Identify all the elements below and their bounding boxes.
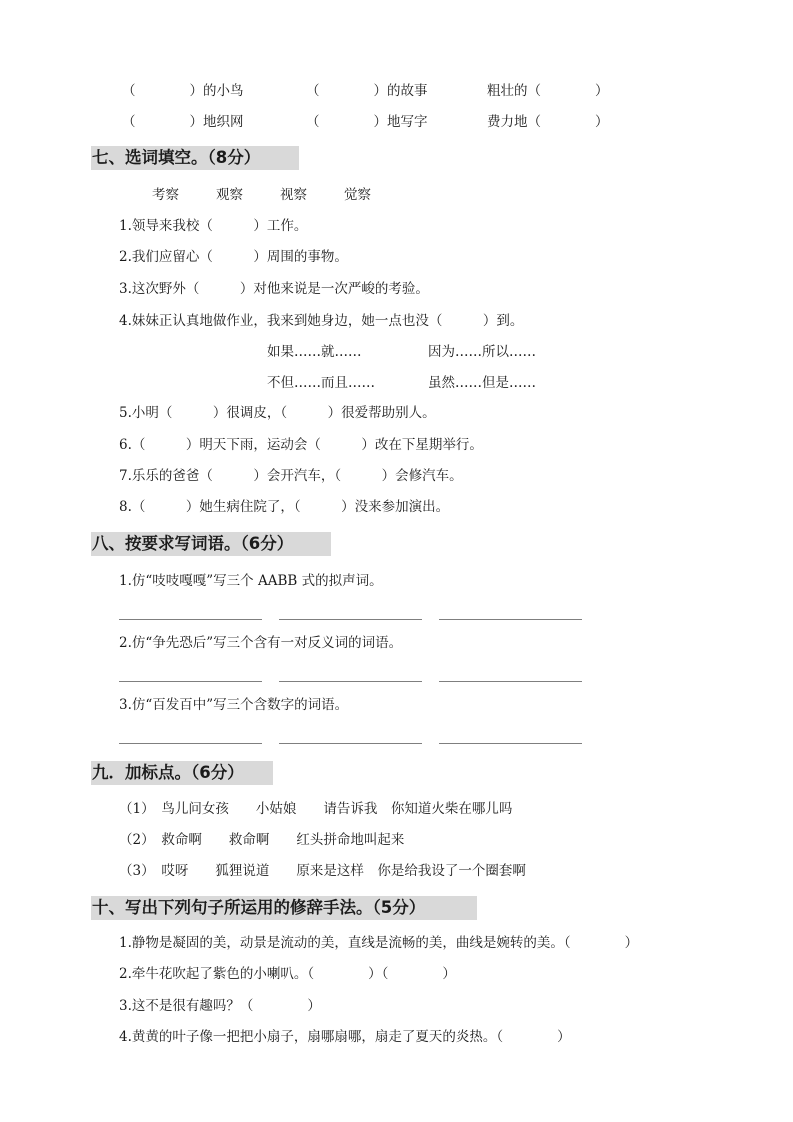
word-option: 考察: [152, 187, 179, 203]
question-item: 2.仿“争先恐后”写三个含有一对反义词的词语。: [119, 635, 403, 651]
conjunction-option: 如果……就……: [267, 344, 362, 360]
section-9-title: 九．加标点。（6分）: [91, 761, 273, 785]
conjunction-option: 因为……所以……: [428, 344, 536, 360]
fill-story: （ ）的故事: [306, 83, 428, 99]
fill-sturdy: 粗壮的（ ）: [487, 83, 609, 99]
rhetoric-item: 1.静物是凝固的美，动景是流动的美，直线是流畅的美，曲线是婉转的美。（ ）: [119, 935, 639, 951]
question-item: 1.仿“吱吱嘎嘎”写三个 AABB 式的拟声词。: [119, 573, 383, 589]
answer-line[interactable]: [119, 619, 262, 620]
question-item: 4.妹妹正认真地做作业，我来到她身边，她一点也没（ ）到。: [119, 313, 524, 329]
rhetoric-item: 3.这不是很有趣吗？（ ）: [119, 998, 321, 1014]
section-10-title: 十、写出下列句子所运用的修辞手法。（5分）: [91, 896, 477, 920]
question-item: 6.（ ）明天下雨，运动会（ ）改在下星期举行。: [119, 437, 483, 453]
question-item: 7.乐乐的爸爸（ ）会开汽车，（ ）会修汽车。: [119, 468, 463, 484]
question-item: 2.我们应留心（ ）周围的事物。: [119, 249, 348, 265]
word-option: 视察: [280, 187, 307, 203]
fill-effort: 费力地（ ）: [487, 114, 609, 130]
section-8-title: 八、按要求写词语。（6分）: [91, 532, 331, 556]
punctuation-item: （2） 救命啊 救命啊 红头拼命地叫起来: [119, 832, 405, 848]
answer-line[interactable]: [439, 619, 582, 620]
question-item: 3.仿“百发百中”写三个含数字的词语。: [119, 697, 349, 713]
answer-line[interactable]: [279, 619, 422, 620]
punctuation-item: （3） 哎呀 狐狸说道 原来是这样 你是给我设了一个圈套啊: [119, 863, 526, 879]
rhetoric-item: 4.黄黄的叶子像一把把小扇子，扇哪扇哪，扇走了夏天的炎热。（ ）: [119, 1029, 571, 1045]
fill-weave: （ ）地织网: [122, 114, 244, 130]
conjunction-option: 虽然……但是……: [428, 375, 536, 391]
rhetoric-item: 2.牵牛花吹起了紫色的小喇叭。（ ）（ ）: [119, 966, 456, 982]
answer-line[interactable]: [439, 681, 582, 682]
conjunction-option: 不但……而且……: [267, 375, 375, 391]
question-item: 5.小明（ ）很调皮，（ ）很爱帮助别人。: [119, 405, 436, 421]
answer-line[interactable]: [279, 681, 422, 682]
answer-line[interactable]: [119, 681, 262, 682]
question-item: 8.（ ）她生病住院了，（ ）没来参加演出。: [119, 499, 450, 515]
question-item: 1.领导来我校（ ）工作。: [119, 218, 308, 234]
punctuation-item: （1） 鸟儿问女孩 小姑娘 请告诉我 你知道火柴在哪儿吗: [119, 801, 513, 817]
fill-bird: （ ）的小鸟: [122, 83, 244, 99]
word-option: 觉察: [344, 187, 371, 203]
word-option: 观察: [216, 187, 243, 203]
fill-write: （ ）地写字: [306, 114, 428, 130]
answer-line[interactable]: [439, 743, 582, 744]
section-7-title: 七、选词填空。（8分）: [91, 146, 299, 170]
question-item: 3.这次野外（ ）对他来说是一次严峻的考验。: [119, 281, 429, 297]
answer-line[interactable]: [119, 743, 262, 744]
answer-line[interactable]: [279, 743, 422, 744]
